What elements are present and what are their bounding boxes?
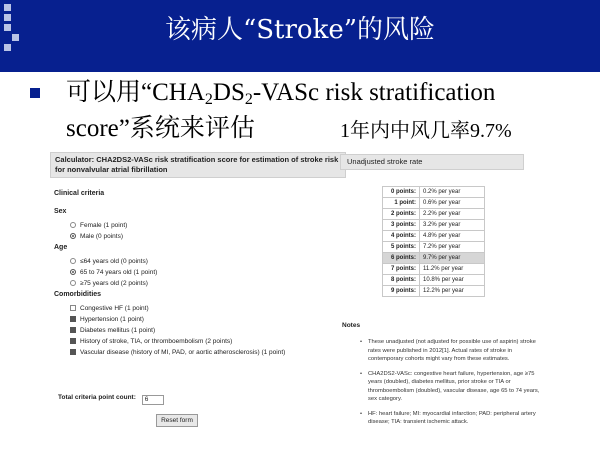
radio-unselected-icon[interactable] — [70, 258, 76, 264]
checkbox-checked-icon[interactable] — [70, 349, 76, 355]
rate-row — [383, 220, 485, 231]
sex-heading: Sex — [54, 208, 67, 215]
rate-row — [383, 187, 485, 198]
checkbox-checked-icon[interactable] — [70, 338, 76, 344]
rate-value: 0.2% per year — [420, 187, 485, 198]
comorbidity-option[interactable] — [70, 336, 344, 347]
age-option-label: 65 to 74 years old (1 point) — [80, 269, 158, 276]
title-bar — [0, 0, 600, 72]
rate-value: 9.7% per year — [420, 253, 485, 264]
bullet-square-icon — [30, 88, 40, 98]
rate-row — [383, 275, 485, 286]
rate-row — [383, 242, 485, 253]
total-points-field[interactable]: 6 — [142, 395, 164, 405]
sex-option-label: Male (0 points) — [80, 233, 123, 240]
rate-points: 4 points: — [383, 231, 420, 242]
rate-points: 1 point: — [383, 198, 420, 209]
age-heading: Age — [54, 244, 68, 251]
sex-option-label: Female (1 point) — [80, 222, 128, 229]
rate-points: 3 points: — [383, 220, 420, 231]
age-option-label: ≤64 years old (0 points) — [80, 258, 148, 265]
comorbidity-option[interactable] — [70, 303, 344, 314]
rate-row — [383, 231, 485, 242]
rate-row — [383, 264, 485, 275]
reset-form-button[interactable]: Reset form — [156, 414, 198, 427]
checkbox-checked-icon[interactable] — [70, 316, 76, 322]
radio-unselected-icon[interactable] — [70, 222, 76, 228]
age-option-label: ≥75 years old (2 points) — [80, 280, 148, 287]
rate-value: 4.8% per year — [420, 231, 485, 242]
comorbidity-option-label: Diabetes mellitus (1 point) — [80, 327, 156, 334]
note-item: • HF: heart failure; MI: myocardial infarction; PAD: peripheral artery disease; TIA: transient ischemic attack. — [360, 410, 548, 427]
comorbidity-option-label: Congestive HF (1 point) — [80, 305, 149, 312]
note-item: • These unadjusted (not adjusted for possible use of aspirin) stroke rates were published in 2012[1]. Actual rates of stroke in contemporary cohorts might vary from these estimates. — [360, 338, 548, 364]
rate-row — [383, 198, 485, 209]
comorbidity-option[interactable] — [70, 325, 344, 336]
age-option[interactable] — [70, 267, 344, 278]
rate-points: 8 points: — [383, 275, 420, 286]
rate-points: 5 points: — [383, 242, 420, 253]
radio-selected-icon[interactable] — [70, 269, 76, 275]
radio-selected-icon[interactable] — [70, 233, 76, 239]
comorbidity-option-label: Hypertension (1 point) — [80, 316, 144, 323]
comorbidity-option[interactable] — [70, 314, 344, 325]
rate-row — [383, 286, 485, 297]
rate-value: 2.2% per year — [420, 209, 485, 220]
sex-option[interactable] — [70, 220, 344, 231]
calculator-header: Calculator: CHA2DS2-VASc risk stratification score for estimation of stroke risk for nonvalvular atrial fibrillation — [50, 152, 346, 178]
notes-list — [360, 338, 548, 433]
slide-title: 该病人“Stroke”的风险 — [164, 15, 436, 45]
rate-points: 7 points: — [383, 264, 420, 275]
rate-points: 0 points: — [383, 187, 420, 198]
note-item: • CHA2DS2-VASc: congestive heart failure, hypertension, age ≥75 years (doubled), diabetes mellitus, prior stroke or TIA or thromboembolism (doubled), vascular disease, age 65 to 74 years, sex category. — [360, 370, 548, 404]
rate-points: 2 points: — [383, 209, 420, 220]
clinical-criteria-heading: Clinical criteria — [54, 190, 105, 197]
rate-value: 10.8% per year — [420, 275, 485, 286]
rate-value: 11.2% per year — [420, 264, 485, 275]
rate-table-header: Unadjusted stroke rate — [340, 154, 524, 170]
bullet-line-2: score”系统来评估 — [66, 115, 255, 142]
comorbidity-option[interactable] — [70, 347, 344, 358]
bullet-line-1: 可以用“$CHA_2DS_2$-VASc risk stratification — [66, 79, 496, 108]
comorbidity-option-label: History of stroke, TIA, or thromboembolism (2 points) — [80, 338, 233, 345]
rate-value: 12.2% per year — [420, 286, 485, 297]
notes-heading: Notes — [342, 322, 361, 329]
rate-row — [383, 209, 485, 220]
age-option[interactable] — [70, 278, 344, 289]
rate-value: 0.6% per year — [420, 198, 485, 209]
total-points — [58, 394, 164, 405]
checkbox-checked-icon[interactable] — [70, 327, 76, 333]
comorbidities-heading: Comorbidities — [54, 291, 102, 298]
stroke-rate-table — [382, 186, 485, 297]
total-points-label: Total criteria point count: — [58, 394, 136, 401]
annual-stroke-rate: 1年内中风几率9.7% — [340, 120, 512, 142]
rate-value: 7.2% per year — [420, 242, 485, 253]
comorbidity-option-label: Vascular disease (history of MI, PAD, or aortic atherosclerosis) (1 point) — [80, 349, 286, 356]
sex-option[interactable] — [70, 231, 344, 242]
rate-value: 3.2% per year — [420, 220, 485, 231]
rate-row — [383, 253, 485, 264]
radio-unselected-icon[interactable] — [70, 280, 76, 286]
rate-points: 9 points: — [383, 286, 420, 297]
checkbox-unchecked-icon[interactable] — [70, 305, 76, 311]
age-option[interactable] — [70, 256, 344, 267]
rate-points: 6 points: — [383, 253, 420, 264]
calculator-form — [54, 190, 344, 358]
